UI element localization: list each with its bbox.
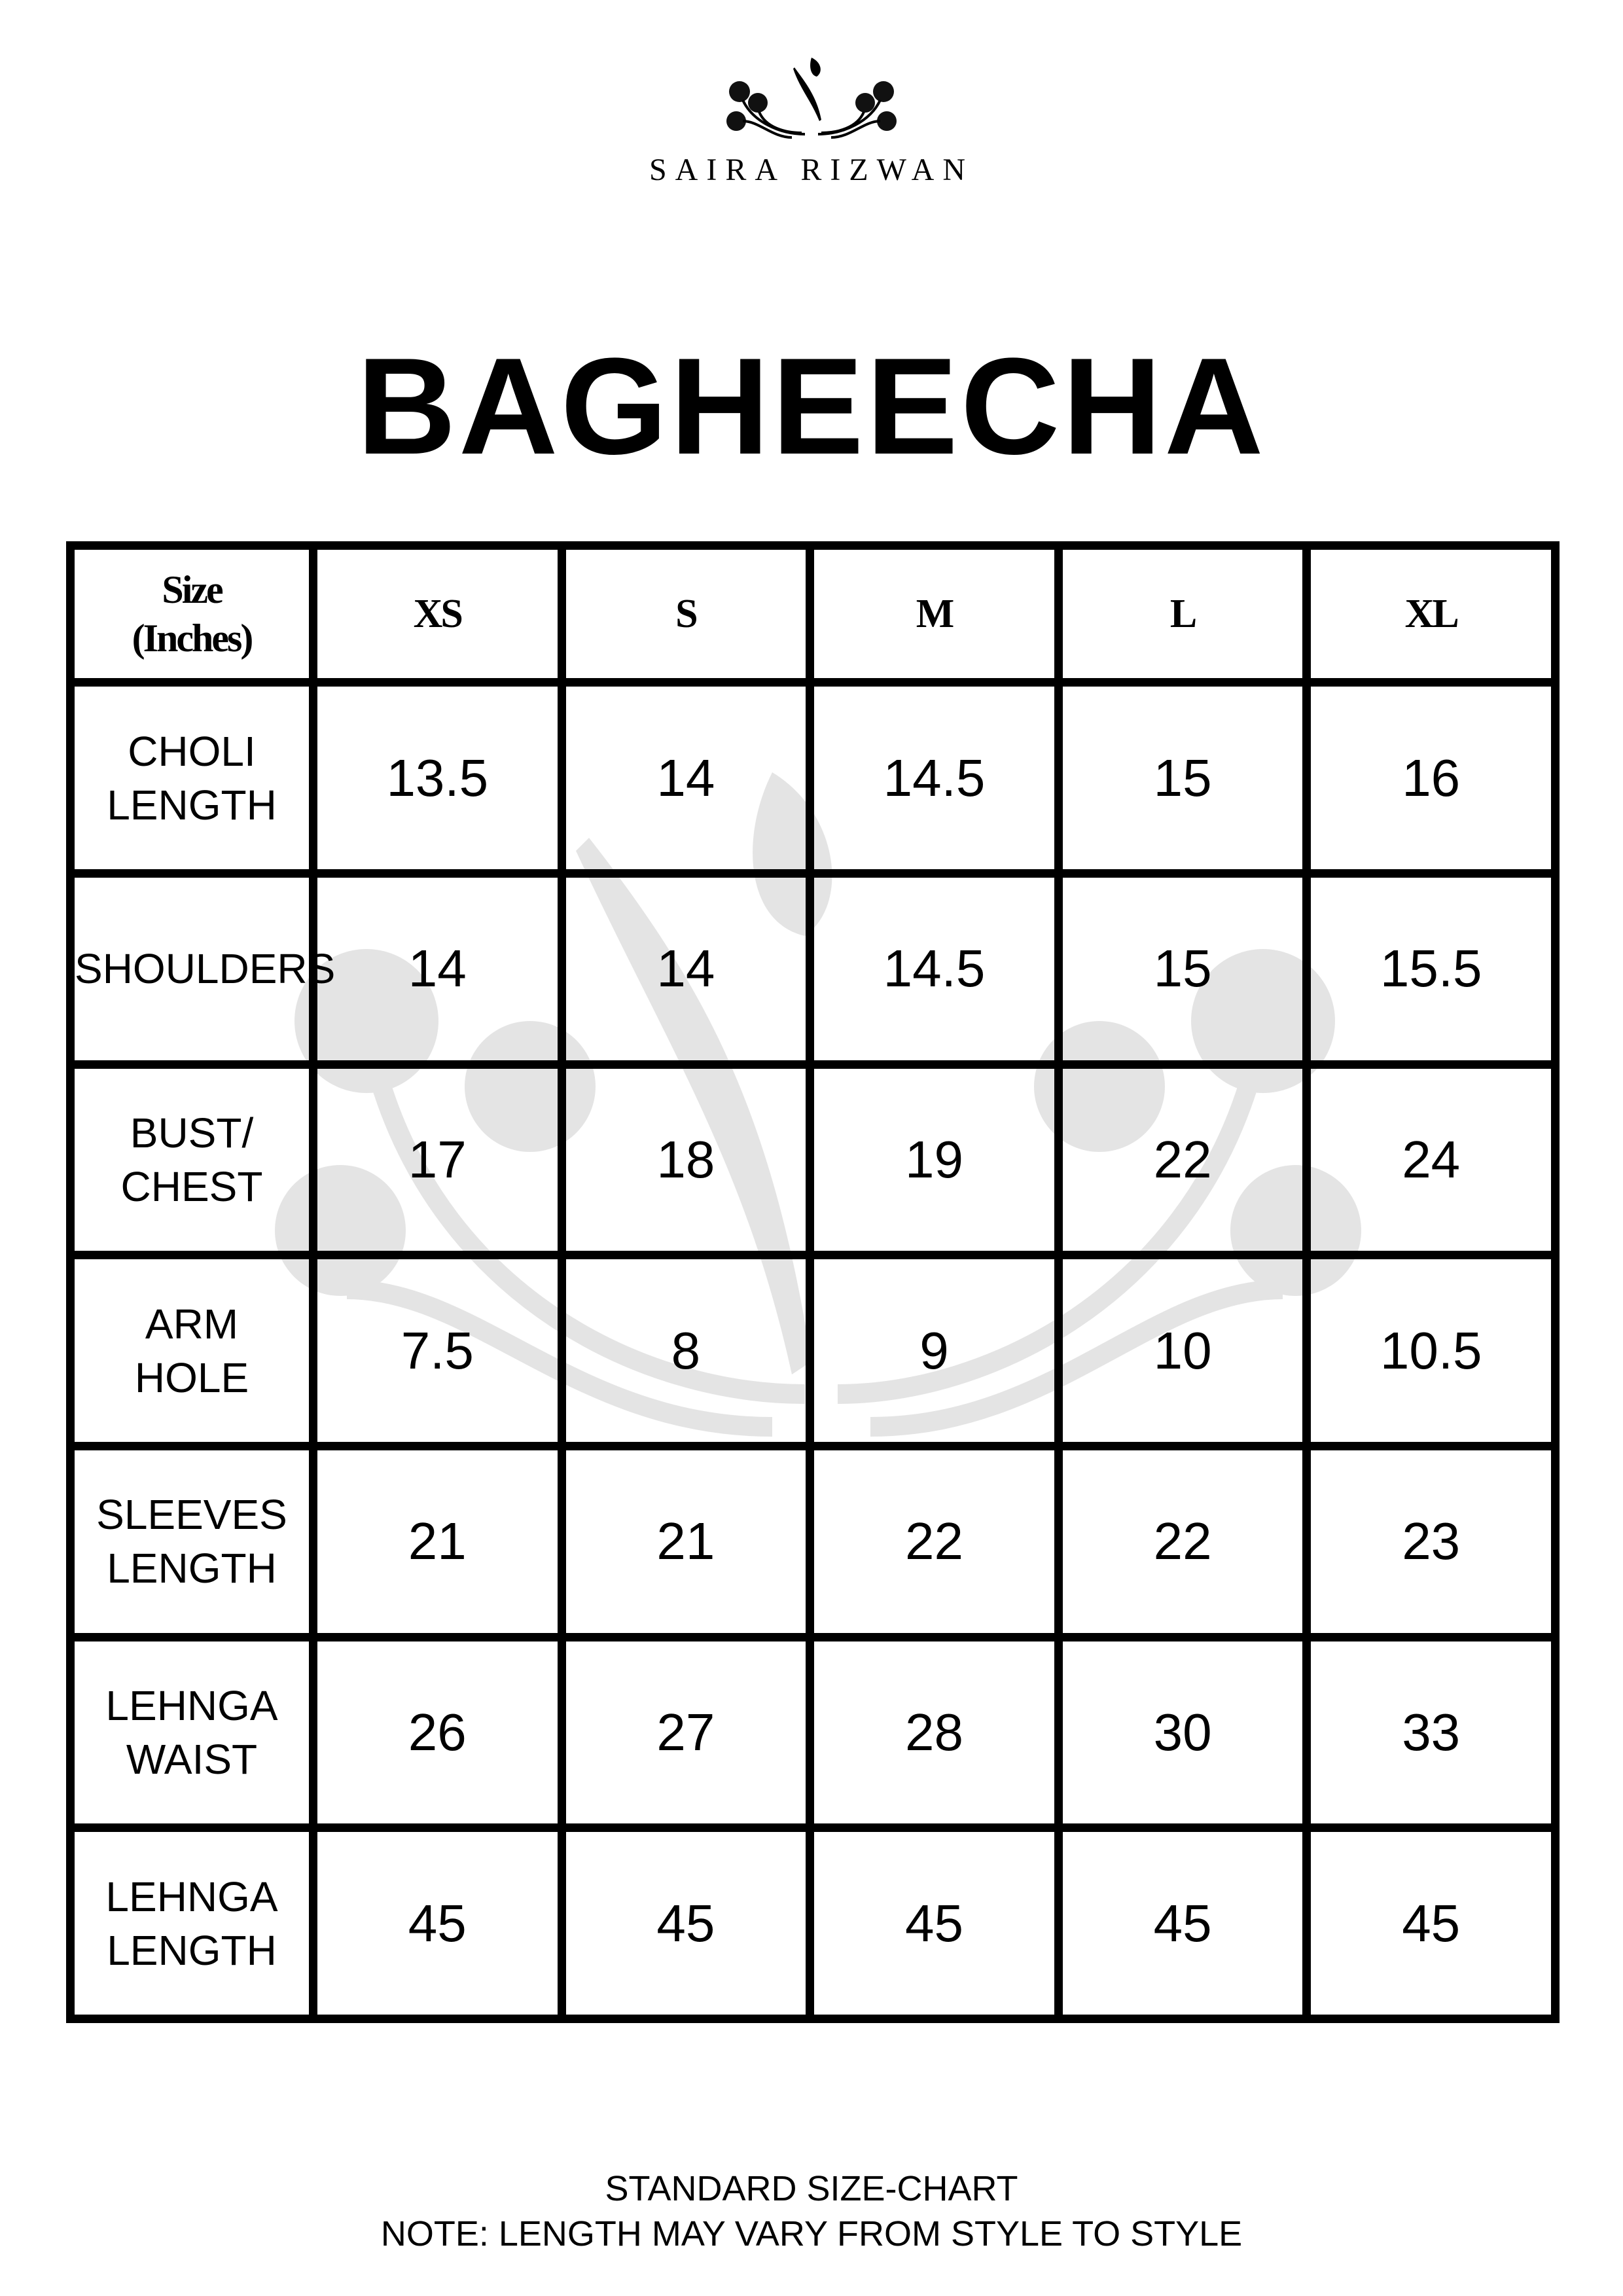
label-line1: SLEEVES [96, 1491, 287, 1539]
brand-logo-icon [713, 56, 910, 147]
measurement-value: 27 [562, 1637, 810, 1828]
measurement-label [71, 683, 313, 874]
measurement-value: 9 [810, 1255, 1059, 1446]
measurement-label [71, 1446, 313, 1637]
label-line2: HOLE [134, 1354, 249, 1401]
measurement-value: 21 [562, 1446, 810, 1637]
measurement-value: 17 [313, 1064, 562, 1255]
page-title: BAGHEECHA [357, 329, 1266, 483]
measurement-value: 10.5 [1307, 1255, 1556, 1446]
table-row [71, 873, 1556, 1064]
size-header-s: S [562, 546, 810, 683]
corner-line2: (Inches) [132, 617, 252, 660]
table-header-row [71, 546, 1556, 683]
corner-line1: Size [162, 568, 222, 612]
measurement-value: 8 [562, 1255, 810, 1446]
label-line2: WAIST [126, 1735, 258, 1783]
footer-title: STANDARD SIZE-CHART [605, 2169, 1018, 2208]
measurement-value: 19 [810, 1064, 1059, 1255]
measurement-value: 14.5 [810, 683, 1059, 874]
label-line2: LENGTH [107, 781, 277, 829]
size-header-l: L [1058, 546, 1307, 683]
measurement-value: 45 [1058, 1828, 1307, 2019]
measurement-value: 26 [313, 1637, 562, 1828]
table-row [71, 683, 1556, 874]
measurement-value: 22 [810, 1446, 1059, 1637]
measurement-label [71, 873, 336, 1064]
measurement-value: 33 [1307, 1637, 1556, 1828]
measurement-value: 13.5 [313, 683, 562, 874]
measurement-value: 15 [1058, 683, 1307, 874]
measurement-value: 14 [313, 873, 562, 1064]
measurement-label [71, 1828, 313, 2019]
label-line2: CHEST [120, 1162, 263, 1210]
measurement-value: 45 [313, 1828, 562, 2019]
measurement-value: 14.5 [810, 873, 1059, 1064]
footer-note: NOTE: LENGTH MAY VARY FROM STYLE TO STYLE [380, 2214, 1243, 2253]
measurement-value: 14 [562, 683, 810, 874]
measurement-value: 15.5 [1307, 873, 1556, 1064]
measurement-value: 30 [1058, 1637, 1307, 1828]
measurement-value: 45 [562, 1828, 810, 2019]
label-line2: LENGTH [107, 1926, 277, 1974]
measurement-label [71, 1637, 313, 1828]
measurement-value: 45 [1307, 1828, 1556, 2019]
label-line1: BUST/ [130, 1109, 254, 1157]
measurement-value: 23 [1307, 1446, 1556, 1637]
measurement-value: 14 [562, 873, 810, 1064]
brand-name: SAIRA RIZWAN [649, 152, 974, 187]
size-inches-header [71, 546, 313, 683]
measurement-value: 21 [313, 1446, 562, 1637]
measurement-value: 24 [1307, 1064, 1556, 1255]
size-chart-table [66, 541, 1560, 2023]
measurement-value: 45 [810, 1828, 1059, 2019]
size-header-xs: XS [313, 546, 562, 683]
measurement-label [71, 1064, 313, 1255]
measurement-value: 22 [1058, 1064, 1307, 1255]
size-header-xl: XL [1307, 546, 1556, 683]
table-row [71, 1255, 1556, 1446]
table-row [71, 1828, 1556, 2019]
measurement-value: 16 [1307, 683, 1556, 874]
measurement-value: 15 [1058, 873, 1307, 1064]
label-line1: LEHNGA [105, 1681, 278, 1729]
label-line1: ARM [145, 1300, 239, 1348]
label-line1: SHOULDERS [75, 945, 336, 993]
table-row [71, 1064, 1556, 1255]
label-line1: CHOLI [128, 727, 256, 775]
measurement-value: 18 [562, 1064, 810, 1255]
measurement-value: 10 [1058, 1255, 1307, 1446]
size-header-m: M [810, 546, 1059, 683]
label-line1: LEHNGA [105, 1873, 278, 1920]
measurement-value: 7.5 [313, 1255, 562, 1446]
measurement-label [71, 1255, 313, 1446]
table-row [71, 1637, 1556, 1828]
measurement-value: 28 [810, 1637, 1059, 1828]
table-row [71, 1446, 1556, 1637]
label-line2: LENGTH [107, 1545, 277, 1592]
measurement-value: 22 [1058, 1446, 1307, 1637]
